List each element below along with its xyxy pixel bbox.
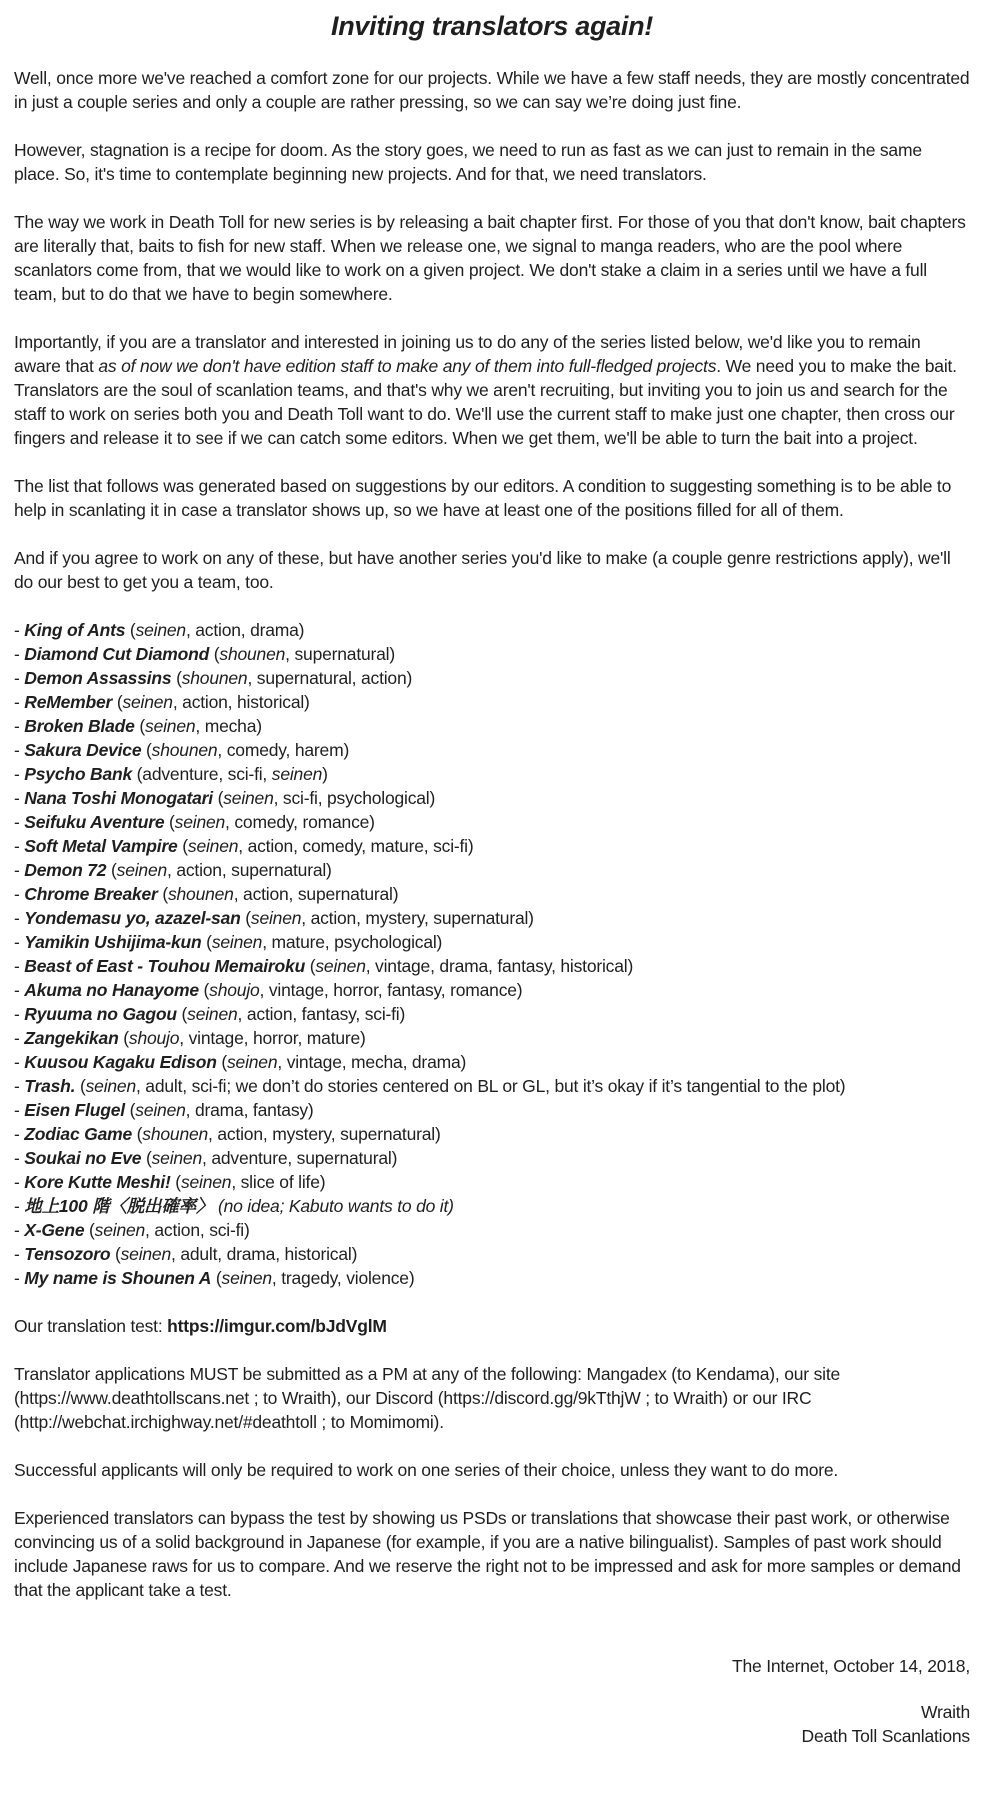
footer-dateline: The Internet, October 14, 2018,: [732, 1656, 970, 1676]
series-item-title: Chrome Breaker: [24, 884, 158, 904]
outro-paragraphs: [14, 1314, 970, 1602]
series-item: - King of Ants (seinen, action, drama): [14, 620, 305, 640]
series-list: [14, 618, 970, 1290]
text-segment: seinen: [94, 1220, 146, 1240]
series-item: - Trash. (seinen, adult, sci-fi; we don’t do stories centered on BL or GL, but it’s okay if it’s tangential to the plot): [14, 1076, 846, 1096]
series-item: - Yondemasu yo, azazel-san (seinen, action, mystery, supernatural): [14, 908, 534, 928]
series-item: - Demon Assassins (shounen, supernatural, action): [14, 668, 413, 688]
text-segment: (: [125, 620, 136, 640]
text-segment: (: [209, 644, 220, 664]
text-segment: seinen: [122, 692, 173, 712]
series-item: - Eisen Flugel (seinen, drama, fantasy): [14, 1100, 314, 1120]
series-item-title: Zangekikan: [24, 1028, 119, 1048]
series-item-title: Yamikin Ushijima-kun: [24, 932, 202, 952]
text-segment: seinen: [180, 1172, 232, 1192]
text-segment: shounen: [219, 644, 286, 664]
text-segment: , tragedy, violence): [271, 1268, 415, 1288]
series-item-title: Trash.: [24, 1076, 76, 1096]
text-segment: (: [106, 860, 117, 880]
text-segment: (: [176, 1004, 188, 1024]
series-item: - X-Gene (seinen, action, sci-fi): [14, 1220, 250, 1240]
text-segment: shoujo: [128, 1028, 180, 1048]
series-item-title: Eisen Flugel: [24, 1100, 125, 1120]
text-segment: , action, mystery, supernatural): [301, 908, 534, 928]
text-segment: And if you agree to work on any of these, but have another series you'd like to make (a couple genre restrictions apply), we'll do our best to get you a team, too.: [14, 548, 951, 592]
text-segment: (: [211, 1268, 222, 1288]
series-item-title: King of Ants: [24, 620, 126, 640]
text-segment: (: [110, 1244, 121, 1264]
footer: [14, 1654, 970, 1748]
text-segment: , vintage, horror, mature): [179, 1028, 366, 1048]
series-item-title: Kore Kutte Meshi!: [24, 1172, 171, 1192]
text-segment: seinen: [187, 1004, 238, 1024]
text-segment: Successful applicants will only be required to work on one series of their choice, unless they want to do more.: [14, 1460, 839, 1480]
text-segment: Well, once more we've reached a comfort zone for our projects. While we have a few staff needs, they are mostly concentrated in just a couple series and only a couple are rather pressing, so we can say we’re doing just fine.: [14, 68, 970, 112]
text-segment: , supernatural): [285, 644, 395, 664]
paragraph: [14, 210, 970, 306]
text-segment: (: [201, 932, 212, 952]
text-segment: Our translation test:: [14, 1316, 168, 1336]
text-segment: (: [171, 668, 182, 688]
text-segment: (: [240, 908, 251, 928]
text-segment: seinen: [151, 1148, 202, 1168]
paragraph: [14, 546, 970, 594]
series-item: - Ryuuma no Gagou (seinen, action, fantasy, sci-fi): [14, 1004, 406, 1024]
series-item-title: Soukai no Eve: [24, 1148, 142, 1168]
series-item: - Soft Metal Vampire (seinen, action, comedy, mature, sci-fi): [14, 836, 474, 856]
text-segment: (: [164, 812, 175, 832]
series-item-title: My name is Shounen A: [24, 1268, 212, 1288]
series-item-title: 地上100 階〈脱出確率〉: [24, 1196, 214, 1216]
text-segment: Translator applications MUST be submitted as a PM at any of the following: Mangadex (to Kendama), our site (https://www.deathtollscans.net ; to Wraith), our Discord (https://discord.gg/9kTthjW ; to Wraith) or our IRC (http://webchat.irchighway.net/#deathtoll ; to Momimomi).: [14, 1364, 841, 1432]
text-segment: , adult, drama, historical): [171, 1244, 358, 1264]
paragraph: [14, 474, 970, 522]
text-segment: (: [75, 1076, 86, 1096]
series-item-title: ReMember: [24, 692, 113, 712]
text-segment: seinen: [271, 764, 323, 784]
text-segment: (no idea; Kabuto wants to do it): [217, 1196, 454, 1216]
text-segment: , mecha): [195, 716, 262, 736]
series-item: - Zodiac Game (shounen, action, mystery, supernatural): [14, 1124, 441, 1144]
series-item-title: Akuma no Hanayome: [24, 980, 199, 1000]
series-item-title: Ryuuma no Gagou: [24, 1004, 177, 1024]
text-segment: ): [322, 764, 328, 784]
paragraph: [14, 138, 970, 186]
text-segment: seinen: [223, 788, 274, 808]
paragraph: [14, 1506, 970, 1602]
text-segment: shounen: [167, 884, 234, 904]
series-item-title: Yondemasu yo, azazel-san: [24, 908, 241, 928]
text-segment: The list that follows was generated based on suggestions by our editors. A condition to suggesting something is to be able to help in scanlating it in case a translator shows up, so we have at least one of the positions filled for all of them.: [14, 476, 952, 520]
text-segment: seinen: [120, 1244, 171, 1264]
series-item-title: Broken Blade: [24, 716, 135, 736]
series-item-title: Demon 72: [24, 860, 107, 880]
series-item-title: X-Gene: [24, 1220, 85, 1240]
text-segment: shounen: [142, 1124, 209, 1144]
series-item: - 地上100 階〈脱出確率〉 (no idea; Kabuto wants to do it): [14, 1196, 454, 1216]
text-segment: shoujo: [209, 980, 260, 1000]
text-segment: seinen: [116, 860, 168, 880]
text-segment: (: [141, 740, 152, 760]
text-segment: (: [170, 1172, 181, 1192]
text-segment: (: [112, 692, 123, 712]
text-segment: as of now we don't have edition staff to make any of them into full-fledged projects: [98, 356, 717, 376]
text-segment: Experienced translators can bypass the test by showing us PSDs or translations that showcase their past work, or otherwise convincing us of a solid background in Japanese (for example, if you are a native bilingualist). Samples of past work should include Japanese raws for us to compare. And we reserve the right not to be impressed and ask for more samples or demand that the applicant take a test.: [14, 1508, 961, 1600]
series-item: - My name is Shounen A (seinen, tragedy, violence): [14, 1268, 415, 1288]
series-item: - ReMember (seinen, action, historical): [14, 692, 310, 712]
series-item: - Zangekikan (shoujo, vintage, horror, mature): [14, 1028, 366, 1048]
series-item-title: Beast of East - Touhou Memairoku: [24, 956, 306, 976]
series-item-title: Tensozoro: [24, 1244, 111, 1264]
text-segment: seinen: [211, 932, 263, 952]
text-segment: , vintage, mecha, drama): [277, 1052, 467, 1072]
text-segment: , adventure, supernatural): [202, 1148, 398, 1168]
series-item-title: Kuusou Kagaku Edison: [24, 1052, 217, 1072]
text-segment: , action, sci-fi): [145, 1220, 250, 1240]
intro-paragraphs: [14, 66, 970, 594]
text-segment: (: [305, 956, 316, 976]
series-item: - Akuma no Hanayome (shoujo, vintage, horror, fantasy, romance): [14, 980, 523, 1000]
series-item: - Chrome Breaker (shounen, action, supernatural): [14, 884, 399, 904]
text-segment: , supernatural, action): [247, 668, 413, 688]
series-item: - Sakura Device (shounen, comedy, harem): [14, 740, 350, 760]
text-segment: seinen: [315, 956, 366, 976]
text-segment: The way we work in Death Toll for new series is by releasing a bait chapter first. For those of you that don't know, bait chapters are literally that, baits to fish for new staff. When we release one, we signal to manga readers, who are the pool where scanlators come from, that we would like to work on a given project. We don't stake a claim in a series until we have a full team, but to do that we have to begin somewhere.: [14, 212, 966, 304]
text-segment: , vintage, drama, fantasy, historical): [365, 956, 634, 976]
series-item-title: Sakura Device: [24, 740, 142, 760]
text-segment: , drama, fantasy): [185, 1100, 314, 1120]
text-segment: , slice of life): [231, 1172, 326, 1192]
paragraph: [14, 1362, 970, 1434]
series-item: - Seifuku Aventure (seinen, comedy, romance): [14, 812, 375, 832]
paragraph: [14, 1314, 970, 1338]
text-segment: shounen: [151, 740, 218, 760]
text-segment: , action, supernatural): [233, 884, 399, 904]
text-segment: seinen: [227, 1052, 278, 1072]
text-segment: (: [157, 884, 168, 904]
series-item-title: Soft Metal Vampire: [24, 836, 178, 856]
paragraph: [14, 330, 970, 450]
series-item-title: Zodiac Game: [24, 1124, 132, 1144]
series-item-title: Demon Assassins: [24, 668, 172, 688]
text-segment: (: [216, 1052, 227, 1072]
text-segment: https://imgur.com/bJdVglM: [167, 1316, 387, 1336]
series-item: - Broken Blade (seinen, mecha): [14, 716, 262, 736]
text-segment: , action, comedy, mature, sci-fi): [238, 836, 474, 856]
text-segment: , comedy, harem): [217, 740, 350, 760]
text-segment: , comedy, romance): [225, 812, 375, 832]
series-item-title: Seifuku Aventure: [24, 812, 165, 832]
text-segment: , vintage, horror, fantasy, romance): [259, 980, 523, 1000]
text-segment: seinen: [174, 812, 226, 832]
text-segment: (: [177, 836, 188, 856]
series-item: - Psycho Bank (adventure, sci-fi, seinen): [14, 764, 328, 784]
text-segment: (: [124, 1100, 136, 1120]
series-item: - Diamond Cut Diamond (shounen, supernatural): [14, 644, 395, 664]
text-segment: However, stagnation is a recipe for doom. As the story goes, we need to run as fast as we can just to remain in the same place. So, it's time to contemplate beginning new projects. And for that, we need translators.: [14, 140, 922, 184]
paragraph: [14, 66, 970, 114]
text-segment: shounen: [181, 668, 248, 688]
text-segment: . We need you to make the bait. Translators are the soul of scanlation teams, and that's why we aren't recruiting, but inviting you to join us and search for the staff to work on series both you and Death Toll want to do. We'll use the current staff to make just one chapter, then cross our fingers and release it to see if we can catch some editors. When we get them, we'll be able to turn the bait into a project.: [14, 356, 957, 448]
text-segment: seinen: [145, 716, 196, 736]
footer-org: Death Toll Scanlations: [801, 1726, 970, 1746]
text-segment: , action, fantasy, sci-fi): [237, 1004, 406, 1024]
series-item-title: Diamond Cut Diamond: [24, 644, 210, 664]
text-segment: , adult, sci-fi; we don’t do stories centered on BL or GL, but it’s okay if it’s tangential to the plot): [135, 1076, 846, 1096]
text-segment: , action, mystery, supernatural): [208, 1124, 441, 1144]
text-segment: (: [141, 1148, 152, 1168]
text-segment: Importantly, if you are a translator and interested in joining us to do any of the series listed below, we'd like you to remain aware that: [14, 332, 921, 376]
text-segment: (: [132, 1124, 143, 1144]
footer-signature: Wraith: [920, 1702, 970, 1722]
series-item: - Soukai no Eve (seinen, adventure, supernatural): [14, 1148, 398, 1168]
series-item: - Kuusou Kagaku Edison (seinen, vintage, mecha, drama): [14, 1052, 467, 1072]
series-item: - Beast of East - Touhou Memairoku (seinen, vintage, drama, fantasy, historical): [14, 956, 634, 976]
text-segment: , action, drama): [185, 620, 305, 640]
text-segment: seinen: [135, 620, 186, 640]
series-item: - Yamikin Ushijima-kun (seinen, mature, psychological): [14, 932, 443, 952]
text-segment: seinen: [187, 836, 239, 856]
text-segment: (: [198, 980, 210, 1000]
text-segment: (: [134, 716, 146, 736]
text-segment: (adventure, sci-fi,: [132, 764, 272, 784]
text-segment: , mature, psychological): [262, 932, 443, 952]
text-segment: seinen: [85, 1076, 136, 1096]
text-segment: , action, supernatural): [167, 860, 332, 880]
text-segment: (: [84, 1220, 95, 1240]
series-item: - Nana Toshi Monogatari (seinen, sci-fi, psychological): [14, 788, 436, 808]
text-segment: (: [118, 1028, 129, 1048]
text-segment: seinen: [135, 1100, 186, 1120]
text-segment: , sci-fi, psychological): [273, 788, 436, 808]
text-segment: (: [212, 788, 224, 808]
page-title: Inviting translators again!: [331, 11, 653, 41]
text-segment: seinen: [250, 908, 302, 928]
series-item: - Tensozoro (seinen, adult, drama, historical): [14, 1244, 358, 1264]
text-segment: seinen: [221, 1268, 272, 1288]
series-item: - Demon 72 (seinen, action, supernatural): [14, 860, 332, 880]
series-item-title: Nana Toshi Monogatari: [24, 788, 213, 808]
text-segment: , action, historical): [172, 692, 310, 712]
series-item: - Kore Kutte Meshi! (seinen, slice of life): [14, 1172, 326, 1192]
paragraph: [14, 1458, 970, 1482]
series-item-title: Psycho Bank: [24, 764, 133, 784]
